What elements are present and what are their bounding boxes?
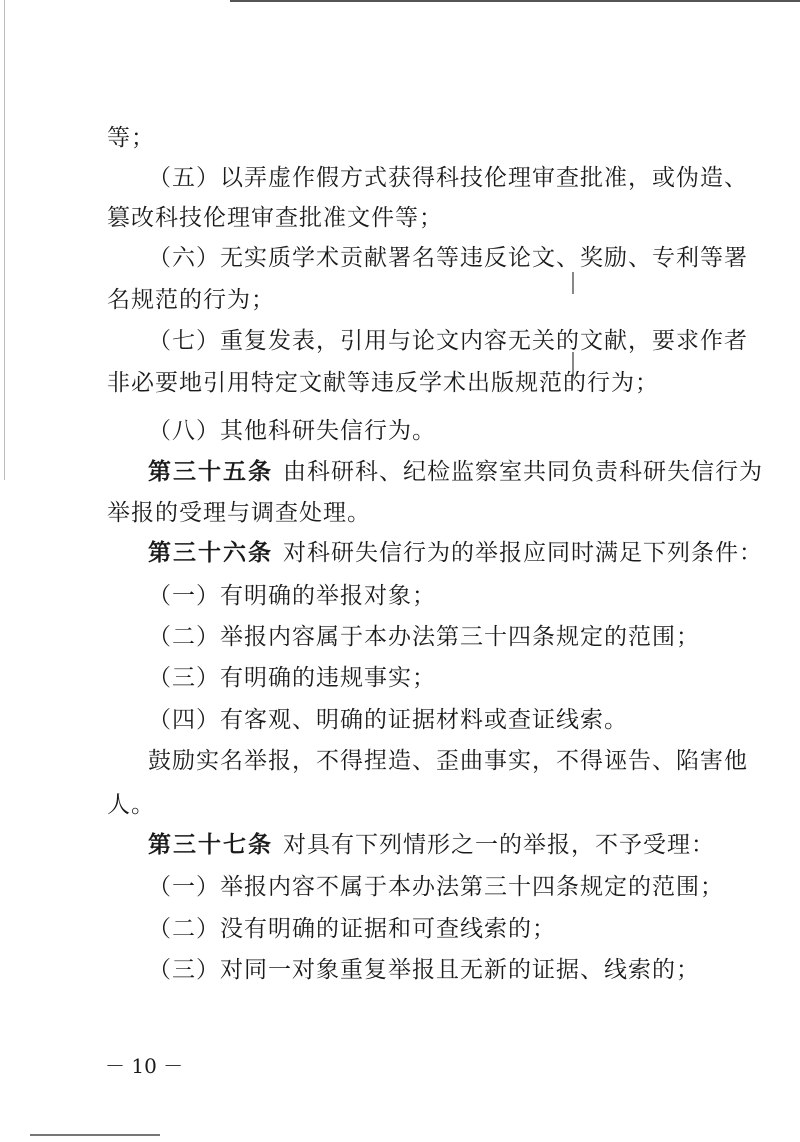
text-line: （二）没有明确的证据和可查线索的； xyxy=(148,916,556,942)
scan-edge-top xyxy=(230,0,800,2)
text-line: （二）举报内容属于本办法第三十四条规定的范围； xyxy=(148,624,700,650)
text-line: （一）举报内容不属于本办法第三十四条规定的范围； xyxy=(148,874,724,900)
text-line: （三）有明确的违规事实； xyxy=(148,665,436,691)
page-number: － 10 － xyxy=(105,1054,184,1078)
text-line: （一）有明确的举报对象； xyxy=(148,583,436,609)
text-line: 非必要地引用特定文献等违反学术出版规范的行为； xyxy=(107,370,659,396)
scan-mark xyxy=(572,272,574,294)
article-text: 由科研科、纪检监察室共同负责科研失信行为 xyxy=(283,459,763,485)
scan-edge-bottom xyxy=(30,1134,160,1136)
article-heading: 第三十七条 xyxy=(148,831,273,858)
article-heading: 第三十五条 xyxy=(148,458,273,485)
text-line: 举报的受理与调查处理。 xyxy=(107,500,371,526)
text-line: （七）重复发表，引用与论文内容无关的文献，要求作者 xyxy=(148,328,748,354)
article-heading: 第三十六条 xyxy=(148,539,273,566)
text-line: 等； xyxy=(107,125,155,151)
text-line: 鼓励实名举报，不得捏造、歪曲事实，不得诬告、陷害他 xyxy=(148,748,748,774)
article-text: 对科研失信行为的举报应同时满足下列条件： xyxy=(283,540,763,566)
text-line: 篡改科技伦理审查批准文件等； xyxy=(107,205,443,231)
text-line: 人。 xyxy=(107,792,155,818)
article-36 xyxy=(148,538,763,568)
text-line: （三）对同一对象重复举报且无新的证据、线索的； xyxy=(148,957,700,983)
article-35 xyxy=(148,457,763,487)
article-text: 对具有下列情形之一的举报，不予受理： xyxy=(283,832,715,858)
scan-edge-left xyxy=(4,0,5,480)
text-line: （四）有客观、明确的证据材料或查证线索。 xyxy=(148,707,628,733)
text-line: （六）无实质学术贡献署名等违反论文、奖励、专利等署 xyxy=(148,245,748,271)
article-37 xyxy=(148,830,715,860)
text-line: （五）以弄虚作假方式获得科技伦理审查批准，或伪造、 xyxy=(148,165,748,191)
text-line: （八）其他科研失信行为。 xyxy=(148,418,436,444)
text-line: 名规范的行为； xyxy=(107,287,275,313)
